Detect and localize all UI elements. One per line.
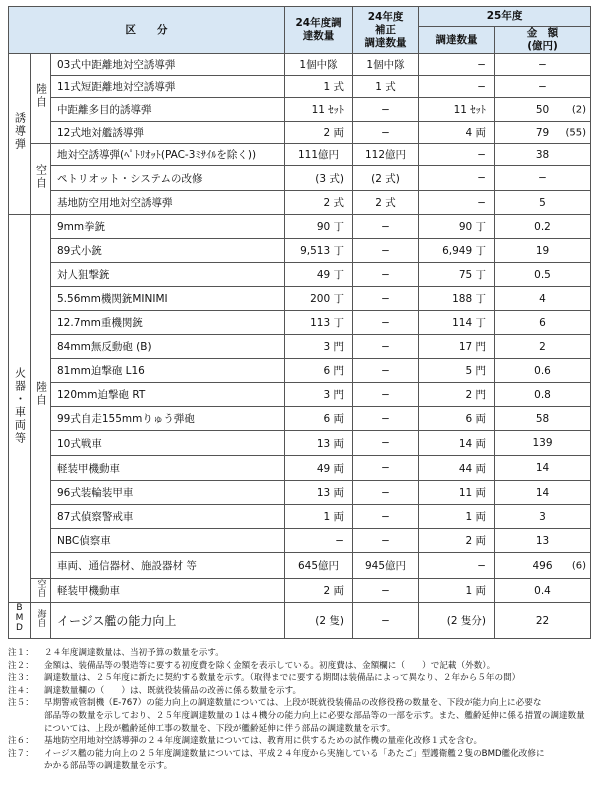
fy24-qty: 2 式 xyxy=(285,191,353,215)
header-fy24b-line1: 24年度 xyxy=(367,10,404,23)
header-kubun: 区 分 xyxy=(9,7,285,54)
fy24-supplementary-qty: − xyxy=(353,122,419,144)
fy24-qty: (3 式) xyxy=(285,166,353,191)
table-row xyxy=(9,54,591,76)
fy24-supplementary-qty: − xyxy=(353,431,419,456)
item-name: 中距離多目的誘導弾 xyxy=(51,98,285,122)
fy25-amount xyxy=(495,239,591,263)
item-name: 12式地対艦誘導弾 xyxy=(51,122,285,144)
fy24-qty: 6 門 xyxy=(285,359,353,383)
amount-value: 13 xyxy=(535,534,550,547)
fy24-supplementary-qty: 945億円 xyxy=(353,553,419,579)
item-name: 03式中距離地対空誘導弾 xyxy=(51,54,285,76)
table-row xyxy=(9,311,591,335)
fy25-amount xyxy=(495,311,591,335)
footnote-text: 早期警戒管制機（E-767）の能力向上の調達数量については、上段が既就役装備品の改修役務の数量を、下段が能力向上に必要な xyxy=(44,698,542,709)
table-row xyxy=(9,215,591,239)
subgroup-missile-gsdf xyxy=(31,54,51,144)
fy25-amount xyxy=(495,335,591,359)
fy25-qty: 44 両 xyxy=(419,456,495,481)
fy25-qty: 2 門 xyxy=(419,383,495,407)
footnote-text: 金額は、装備品等の製造等に要する初度費を除く金額を表示している。初度費は、金額欄に（ ）で記載（外数）。 xyxy=(44,660,496,671)
subgroup-missile-asdf-label: 空自 xyxy=(34,163,48,190)
fy24-supplementary-qty: − xyxy=(353,239,419,263)
fy24-qty: 2 両 xyxy=(285,122,353,144)
group-missile-label: 誘導弾 xyxy=(13,112,27,151)
fy25-qty: − xyxy=(419,76,495,98)
amount-value: 0.6 xyxy=(534,364,551,377)
amount-value: 496 xyxy=(532,559,553,572)
header-fy24-qty xyxy=(285,7,353,54)
header-fy24b-line3: 調達数量 xyxy=(364,36,407,49)
item-name: 99式自走155mmりゅう弾砲 xyxy=(51,407,285,431)
item-name: NBC偵察車 xyxy=(51,529,285,553)
fy25-amount xyxy=(495,122,591,144)
fy24-qty: 111億円 xyxy=(285,144,353,166)
fy25-qty: (2 隻分) xyxy=(419,603,495,639)
amount-value: 3 xyxy=(539,510,546,523)
fy25-amount xyxy=(495,191,591,215)
footnote-label: 注５： xyxy=(8,698,34,709)
footnote-continuation: かかる部品等の調達数量を示す。 xyxy=(44,761,173,772)
fy24-supplementary-qty: 1 式 xyxy=(353,76,419,98)
fy24-qty: 2 両 xyxy=(285,579,353,603)
subgroup-bmd-msdf xyxy=(31,603,51,639)
header-fy25-qty: 調達数量 xyxy=(419,27,495,54)
amount-value: 139 xyxy=(532,437,553,449)
fy25-amount xyxy=(495,359,591,383)
footnote-text: ２４年度調達数量は、当初予算の数量を示す。 xyxy=(44,648,224,658)
fy25-amount xyxy=(495,481,591,505)
header-amount-line2: (億円) xyxy=(527,40,558,52)
footnote-text: 調達数量欄の（ ）は、既就役装備品の改善に係る数量を示す。 xyxy=(44,685,302,696)
table-row xyxy=(9,579,591,603)
subgroup-missile-asdf xyxy=(31,144,51,215)
item-name: 120mm迫撃砲 RT xyxy=(51,383,285,407)
item-name: 81mm迫撃砲 L16 xyxy=(51,359,285,383)
group-firearms-label: 火器・車両等 xyxy=(13,367,27,445)
amount-value: 14 xyxy=(535,486,550,499)
fy25-amount xyxy=(495,144,591,166)
amount-value: − xyxy=(538,58,547,71)
fy25-qty: 14 両 xyxy=(419,431,495,456)
subgroup-fire-gsdf-label: 陸自 xyxy=(34,381,48,407)
subgroup-fire-asdf-label: 空自 xyxy=(35,579,46,597)
fy24-qty: 49 丁 xyxy=(285,263,353,287)
fy24-qty: 9,513 丁 xyxy=(285,239,353,263)
fy25-amount xyxy=(495,603,591,639)
footnote-label: 注２： xyxy=(8,660,34,671)
fy25-amount xyxy=(495,166,591,191)
fy24-qty: 1個中隊 xyxy=(285,54,353,76)
item-name: 軽装甲機動車 xyxy=(51,456,285,481)
table-row xyxy=(9,529,591,553)
fy24-supplementary-qty: − xyxy=(353,481,419,505)
fy25-qty: 75 丁 xyxy=(419,263,495,287)
item-name: 89式小銃 xyxy=(51,239,285,263)
table-row xyxy=(9,603,591,639)
footnote-label: 注３： xyxy=(8,673,34,684)
amount-value: − xyxy=(538,172,547,184)
item-name: 12.7mm重機関銃 xyxy=(51,311,285,335)
footnote-label: 注７： xyxy=(8,748,34,759)
fy24-supplementary-qty: − xyxy=(353,287,419,311)
item-name: 地対空誘導弾(ﾍﾟﾄﾘｵｯﾄ(PAC-3ﾐｻｲﾙを除く)) xyxy=(51,144,285,166)
footnote-label: 注４： xyxy=(8,685,34,696)
header-fy24-qty-label: 24年度調達数量 xyxy=(295,17,342,42)
item-name: 対人狙撃銃 xyxy=(51,263,285,287)
item-name: 11式短距離地対空誘導弾 xyxy=(51,76,285,98)
fy24-qty: − xyxy=(285,529,353,553)
fy24-supplementary-qty: 1個中隊 xyxy=(353,54,419,76)
fy25-qty: 2 両 xyxy=(419,529,495,553)
fy25-qty: − xyxy=(419,553,495,579)
footnote-text: 基地防空用地対空誘導弾の２４年度調達数量については、教育用に供するための試作機の量産化改修１式を含む。 xyxy=(44,736,483,747)
footnote xyxy=(8,660,590,673)
header-amount-line1: 金 額 xyxy=(526,27,559,39)
fy25-amount xyxy=(495,529,591,553)
footnote-text: イージス艦の能力向上の２５年度調達数量については、平成２４年度から実施している「あたご」型護衛艦２隻のBMD艦化改修に xyxy=(44,748,545,759)
item-name: 84mm無反動砲 (B) xyxy=(51,335,285,359)
header-fy24-supplementary xyxy=(353,7,419,54)
fy25-qty: − xyxy=(419,191,495,215)
fy25-amount xyxy=(495,579,591,603)
subgroup-fire-gsdf xyxy=(31,215,51,579)
fy25-amount xyxy=(495,263,591,287)
fy25-qty: 188 丁 xyxy=(419,287,495,311)
procurement-table xyxy=(8,6,591,639)
fy25-qty: 6 両 xyxy=(419,407,495,431)
amount-value: 2 xyxy=(539,340,546,353)
fy24-supplementary-qty: − xyxy=(353,359,419,383)
table-row xyxy=(9,122,591,144)
subgroup-missile-gsdf-label: 陸自 xyxy=(34,83,48,109)
footnotes xyxy=(8,647,590,773)
fy25-qty: − xyxy=(419,166,495,191)
footnote xyxy=(8,748,590,761)
fy24-supplementary-qty: − xyxy=(353,215,419,239)
fy25-qty: 1 両 xyxy=(419,579,495,603)
fy25-qty: 1 両 xyxy=(419,505,495,529)
fy25-qty: 11 ｾｯﾄ xyxy=(419,98,495,122)
fy24-qty: (2 隻) xyxy=(285,603,353,639)
fy24-supplementary-qty: 2 式 xyxy=(353,191,419,215)
amount-value: 14 xyxy=(535,462,550,474)
table-row xyxy=(9,239,591,263)
fy25-amount xyxy=(495,456,591,481)
fy24-qty: 13 両 xyxy=(285,481,353,505)
fy24-supplementary-qty: − xyxy=(353,505,419,529)
fy24-qty: 200 丁 xyxy=(285,287,353,311)
subgroup-fire-asdf xyxy=(31,579,51,603)
amount-value: 5 xyxy=(539,196,546,209)
item-name: イージス艦の能力向上 xyxy=(51,603,285,639)
fy24-qty: 3 門 xyxy=(285,383,353,407)
item-name: 基地防空用地対空誘導弾 xyxy=(51,191,285,215)
table-row xyxy=(9,481,591,505)
procurement-document xyxy=(8,6,590,773)
amount-value: 58 xyxy=(535,412,550,425)
amount-value: 4 xyxy=(539,292,546,305)
initial-cost-value: (6) xyxy=(571,560,587,571)
fy25-amount xyxy=(495,407,591,431)
initial-cost-value: (2) xyxy=(571,104,587,115)
amount-value: 0.5 xyxy=(534,268,551,281)
fy25-amount xyxy=(495,287,591,311)
item-name: 10式戦車 xyxy=(51,431,285,456)
group-bmd-label: BMD xyxy=(14,603,25,633)
amount-value: 50 xyxy=(535,103,550,116)
fy24-supplementary-qty: − xyxy=(353,98,419,122)
fy25-amount xyxy=(495,553,591,579)
item-name: 87式偵察警戒車 xyxy=(51,505,285,529)
item-name: 9mm拳銃 xyxy=(51,215,285,239)
fy25-qty: − xyxy=(419,144,495,166)
fy25-amount xyxy=(495,98,591,122)
table-row xyxy=(9,383,591,407)
fy24-supplementary-qty: − xyxy=(353,579,419,603)
amount-value: 6 xyxy=(539,316,546,329)
fy24-qty: 6 両 xyxy=(285,407,353,431)
footnote xyxy=(8,735,590,748)
footnote xyxy=(8,685,590,698)
fy25-amount xyxy=(495,215,591,239)
table-row xyxy=(9,76,591,98)
table-row xyxy=(9,144,591,166)
fy25-qty: 90 丁 xyxy=(419,215,495,239)
table-row xyxy=(9,553,591,579)
item-name: 車両、通信器材、施設器材 等 xyxy=(51,553,285,579)
fy24-supplementary-qty: − xyxy=(353,311,419,335)
table-row xyxy=(9,191,591,215)
fy24-qty: 11 ｾｯﾄ xyxy=(285,98,353,122)
amount-value: 0.2 xyxy=(534,220,551,233)
fy25-qty: 11 両 xyxy=(419,481,495,505)
footnote-label: 注６： xyxy=(8,736,34,747)
footnote xyxy=(8,697,590,710)
fy25-qty: 114 丁 xyxy=(419,311,495,335)
fy25-qty: 4 両 xyxy=(419,122,495,144)
footnote-continuation: 部品等の数量を示しており、２５年度調達数量の１は４機分の能力向上に必要な部品等の一部を示す。また、艦齢延伸に係る措置の調達数量については、上段が艦齢延伸工事の数量を、下段が艦齢延伸に伴う部品の調達数量を示す。 xyxy=(44,710,585,734)
fy24-qty: 113 丁 xyxy=(285,311,353,335)
amount-value: 22 xyxy=(535,614,550,627)
table-row xyxy=(9,407,591,431)
table-row xyxy=(9,98,591,122)
amount-value: 38 xyxy=(535,148,550,161)
fy24-supplementary-qty: − xyxy=(353,456,419,481)
item-name: ペトリオット・システムの改修 xyxy=(51,166,285,191)
initial-cost-value: (55) xyxy=(565,127,587,138)
fy25-qty: 5 門 xyxy=(419,359,495,383)
amount-value: − xyxy=(538,80,547,93)
fy25-amount xyxy=(495,383,591,407)
amount-value: 19 xyxy=(535,244,550,257)
group-bmd xyxy=(9,603,31,639)
footnote xyxy=(8,647,590,660)
fy24-supplementary-qty: − xyxy=(353,263,419,287)
fy24-qty: 645億円 xyxy=(285,553,353,579)
fy24-supplementary-qty: (2 式) xyxy=(353,166,419,191)
fy25-qty: 6,949 丁 xyxy=(419,239,495,263)
fy24-supplementary-qty: − xyxy=(353,529,419,553)
fy25-amount xyxy=(495,505,591,529)
fy25-amount xyxy=(495,431,591,456)
fy24-qty: 1 両 xyxy=(285,505,353,529)
fy25-qty: − xyxy=(419,54,495,76)
item-name: 5.56mm機関銃MINIMI xyxy=(51,287,285,311)
fy24-qty: 13 両 xyxy=(285,431,353,456)
table-row xyxy=(9,263,591,287)
amount-value: 79 xyxy=(535,126,550,139)
fy24-supplementary-qty: − xyxy=(353,383,419,407)
table-row xyxy=(9,456,591,481)
table-row xyxy=(9,431,591,456)
fy25-qty: 17 門 xyxy=(419,335,495,359)
table-row xyxy=(9,287,591,311)
subgroup-bmd-msdf-label: 海自 xyxy=(35,609,46,627)
table-row xyxy=(9,359,591,383)
footnote xyxy=(8,672,590,685)
amount-value: 0.4 xyxy=(534,584,551,597)
fy24-qty: 49 両 xyxy=(285,456,353,481)
item-name: 軽装甲機動車 xyxy=(51,579,285,603)
fy24-qty: 3 門 xyxy=(285,335,353,359)
group-firearms-vehicles xyxy=(9,215,31,603)
group-missile xyxy=(9,54,31,215)
amount-value: 0.8 xyxy=(534,388,551,401)
fy24-qty: 1 式 xyxy=(285,76,353,98)
item-name: 96式装輪装甲車 xyxy=(51,481,285,505)
fy24-supplementary-qty: − xyxy=(353,603,419,639)
header-fy25-amount xyxy=(495,27,591,54)
header-fy24b-line2: 補正 xyxy=(375,23,397,36)
table-row xyxy=(9,335,591,359)
table-row xyxy=(9,166,591,191)
fy24-supplementary-qty: 112億円 xyxy=(353,144,419,166)
footnote-label: 注１： xyxy=(8,648,34,658)
table-row xyxy=(9,505,591,529)
fy25-amount xyxy=(495,54,591,76)
header-fy25: 25年度 xyxy=(419,7,591,27)
footnote-text: 調達数量は、２５年度に新たに契約する数量を示す。（取得までに要する期間は装備品によって異なり、２年から５年の間） xyxy=(44,673,521,684)
fy24-qty: 90 丁 xyxy=(285,215,353,239)
fy24-supplementary-qty: − xyxy=(353,407,419,431)
fy24-supplementary-qty: − xyxy=(353,335,419,359)
fy25-amount xyxy=(495,76,591,98)
